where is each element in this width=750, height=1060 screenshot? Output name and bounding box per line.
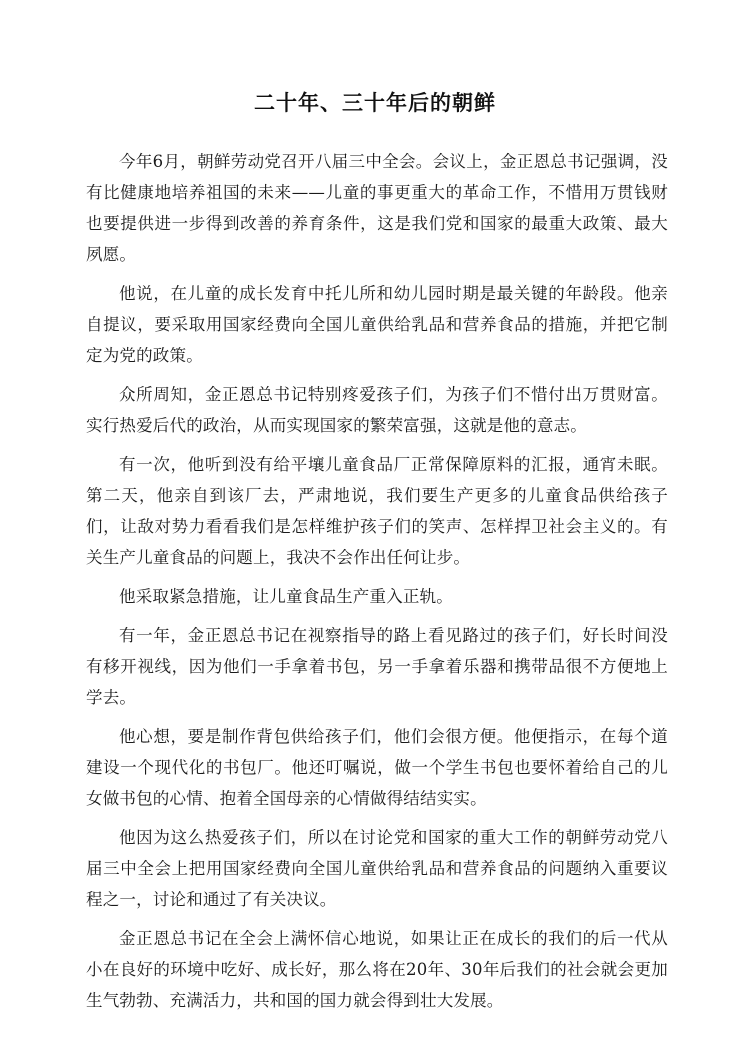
paragraph-8: 他因为这么热爱孩子们，所以在讨论党和国家的重大工作的朝鲜劳动党八届三中全会上把用国家经费向全国儿童供给乳品和营养食品的问题纳入重要议程之一，讨论和通过了有关决议。: [86, 828, 668, 909]
paragraph-7: 他心想，要是制作背包供给孩子们，他们会很方便。他便指示，在每个道建设一个现代化的书包厂。他还叮嘱说，做一个学生书包也要怀着给自己的儿女做书包的心情、抱着全国母亲的心情做得结结实实。: [86, 727, 668, 808]
paragraph-6: 有一年，金正恩总书记在视察指导的路上看见路过的孩子们，好长时间没有移开视线，因为他们一手拿着书包，另一手拿着乐器和携带品很不方便地上学去。: [86, 626, 668, 707]
paragraph-9: 金正恩总书记在全会上满怀信心地说，如果让正在成长的我们的后一代从小在良好的环境中吃好、成长好，那么将在20年、30年后我们的社会就会更加生气勃勃、充满活力，共和国的国力就会得到壮大发展。: [86, 929, 668, 1010]
paragraph-1: 今年6月，朝鲜劳动党召开八届三中全会。会议上，金正恩总书记强调，没有比健康地培养祖国的未来——儿童的事更重大的革命工作，不惜用万贯钱财也要提供进一步得到改善的养育条件，这是我们党和国家的最重大政策、最大夙愿。: [86, 152, 668, 264]
paragraph-3: 众所周知，金正恩总书记特别疼爱孩子们，为孩子们不惜付出万贯财富。实行热爱后代的政治，从而实现国家的繁荣富强，这就是他的意志。: [86, 385, 668, 435]
paragraph-2: 他说，在儿童的成长发育中托儿所和幼儿园时期是最关键的年龄段。他亲自提议，要采取用国家经费向全国儿童供给乳品和营养食品的措施，并把它制定为党的政策。: [86, 284, 668, 365]
article-body: [86, 146, 668, 1024]
paragraph-4: 有一次，他听到没有给平壤儿童食品厂正常保障原料的汇报，通宵未眠。第二天，他亲自到该厂去，严肃地说，我们要生产更多的儿童食品供给孩子们，让敌对势力看看我们是怎样维护孩子们的笑声、怎样捍卫社会主义的。有关生产儿童食品的问题上，我决不会作出任何让步。: [86, 455, 668, 567]
page-title: 二十年、三十年后的朝鲜: [254, 91, 496, 115]
paragraph-5: 他采取紧急措施，让儿童食品生产重入正轨。: [119, 587, 453, 606]
